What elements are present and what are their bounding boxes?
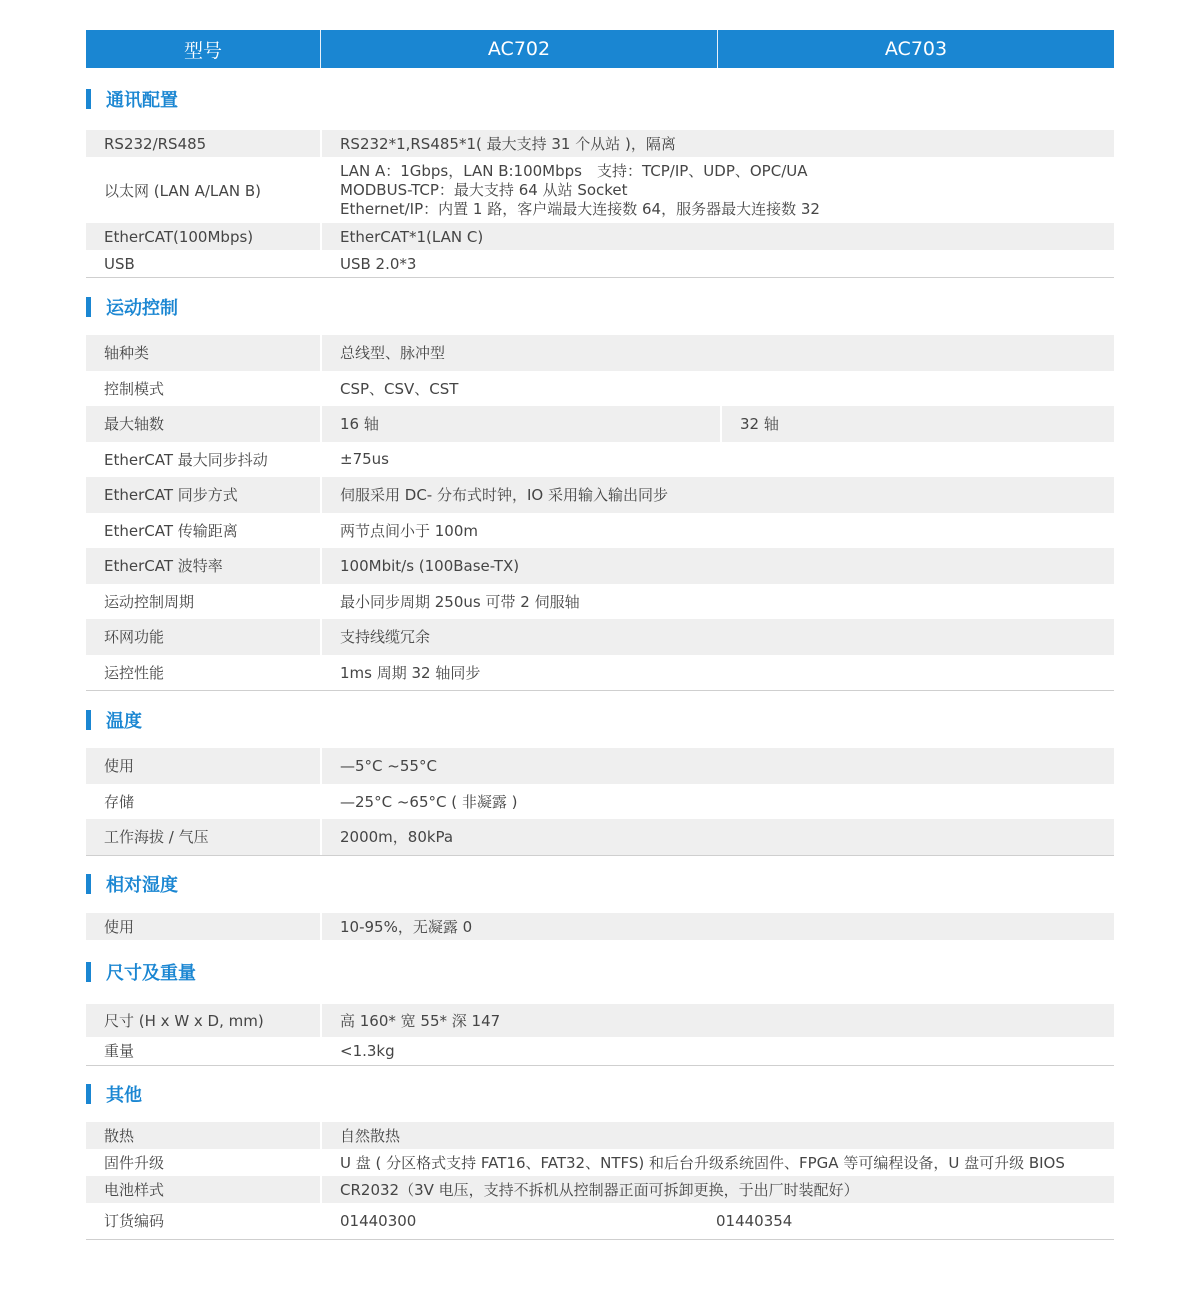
row-value: CR2032（3V 电压，支持不拆机从控制器正面可拆卸更换，于出厂时装配好） [340,1180,859,1199]
section-title-size: 尺寸及重量 [86,940,1114,1004]
value-line: MODBUS-TCP：最大支持 64 从站 Socket [340,180,628,199]
row-value: 高 160* 宽 55* 深 147 [340,1011,501,1030]
value-line: LAN A：1Gbps，LAN B:100Mbps 支持：TCP/IP、UDP、OPC/UA [340,161,808,180]
row-value-ac702: 01440300 [340,1211,417,1230]
table-row [86,335,1114,371]
section-title-humidity: 相对湿度 [86,856,1114,913]
table-row [86,1004,1114,1037]
row-label: 订货编码 [104,1212,165,1230]
row-value: 两节点间小于 100m [340,521,479,540]
header-ac702: AC702 [321,30,718,68]
row-value: USB 2.0*3 [340,254,417,273]
row-label: 重量 [104,1042,135,1060]
table-size [86,1004,1114,1066]
row-label: 使用 [104,757,135,776]
row-label: 电池样式 [104,1180,165,1199]
table-row [86,548,1114,584]
row-value [322,162,1114,219]
table-row [86,1037,1114,1065]
table-comm [86,130,1114,278]
section-title-other: 其他 [86,1066,1114,1122]
table-row [86,584,1114,620]
row-value: 最小同步周期 250us 可带 2 伺服轴 [340,592,580,611]
table-row [86,130,1114,157]
table-row [86,477,1114,513]
section-title-motion: 运动控制 [86,278,1114,335]
table-row [86,1149,1114,1176]
row-value: EtherCAT*1(LAN C) [340,227,484,246]
row-value: —5°C ~55°C [340,756,437,775]
row-value-ac703: 01440354 [716,1211,793,1230]
table-temp [86,748,1114,856]
table-row [86,784,1114,820]
row-value: ±75us [340,450,389,469]
table-row [86,157,1114,223]
header-model: 型号 [86,30,321,68]
table-other [86,1122,1114,1240]
table-motion [86,335,1114,691]
row-label: 环网功能 [104,628,165,647]
table-row [86,1176,1114,1203]
table-row [86,1203,1114,1239]
row-label: 散热 [104,1126,135,1145]
row-label: 尺寸 (H x W x D, mm) [104,1011,264,1030]
row-label: RS232/RS485 [104,134,207,153]
table-row [86,748,1114,784]
row-label: EtherCAT 传输距离 [104,521,238,540]
table-row [86,250,1114,277]
table-row [86,371,1114,407]
row-value: CSP、CSV、CST [340,379,459,398]
spec-sheet [86,30,1114,1240]
table-header [86,30,1114,68]
row-value: 1ms 周期 32 轴同步 [340,663,481,682]
table-row [86,442,1114,478]
value-line: Ethernet/IP：内置 1 路，客户端最大连接数 64，服务器最大连接数 32 [340,199,820,218]
row-value-ac703: 32 轴 [740,415,779,434]
row-label: 运动控制周期 [104,592,195,611]
section-title-comm: 通讯配置 [86,68,1114,130]
header-ac703: AC703 [884,38,948,60]
row-label: USB [104,254,135,273]
row-value: 伺服采用 DC- 分布式时钟，IO 采用输入输出同步 [340,486,668,505]
row-label: 工作海拔 / 气压 [104,828,209,847]
row-label: EtherCAT 最大同步抖动 [104,450,268,469]
table-row [86,655,1114,691]
row-label: EtherCAT(100Mbps) [104,227,254,246]
table-row [86,619,1114,655]
row-value: —25°C ~65°C ( 非凝露 ) [340,792,518,811]
section-title-temp: 温度 [86,691,1114,748]
row-label: 最大轴数 [104,415,165,434]
row-value: 2000m，80kPa [340,828,454,847]
row-value: RS232*1,RS485*1( 最大支持 31 个从站 )，隔离 [340,135,676,153]
table-row [86,406,1114,442]
row-value-ac702: 16 轴 [340,415,379,434]
table-row [86,513,1114,549]
row-label: 运控性能 [104,663,165,682]
row-value: U 盘 ( 分区格式支持 FAT16、FAT32、NTFS) 和后台升级系统固件、FPGA 等可编程设备，U 盘可升级 BIOS [340,1153,1065,1172]
row-value: 支持线缆冗余 [340,628,431,647]
row-label: EtherCAT 同步方式 [104,486,238,505]
row-label: 存储 [104,792,135,811]
row-label: 固件升级 [104,1153,165,1172]
row-label: 轴种类 [104,344,150,363]
table-row [86,1122,1114,1149]
row-value: 自然散热 [340,1126,401,1145]
table-row [86,223,1114,250]
row-value: 总线型、脉冲型 [340,344,446,363]
row-value: 100Mbit/s (100Base-TX) [340,556,520,575]
row-value: <1.3kg [340,1041,395,1060]
table-humidity [86,913,1114,940]
row-value: 10-95%，无凝露 0 [340,917,473,936]
table-row [86,913,1114,940]
table-row [86,819,1114,855]
row-label: 控制模式 [104,379,165,398]
row-label: 使用 [104,917,135,936]
row-label: EtherCAT 波特率 [104,557,223,576]
row-label: 以太网 (LAN A/LAN B) [104,181,261,200]
